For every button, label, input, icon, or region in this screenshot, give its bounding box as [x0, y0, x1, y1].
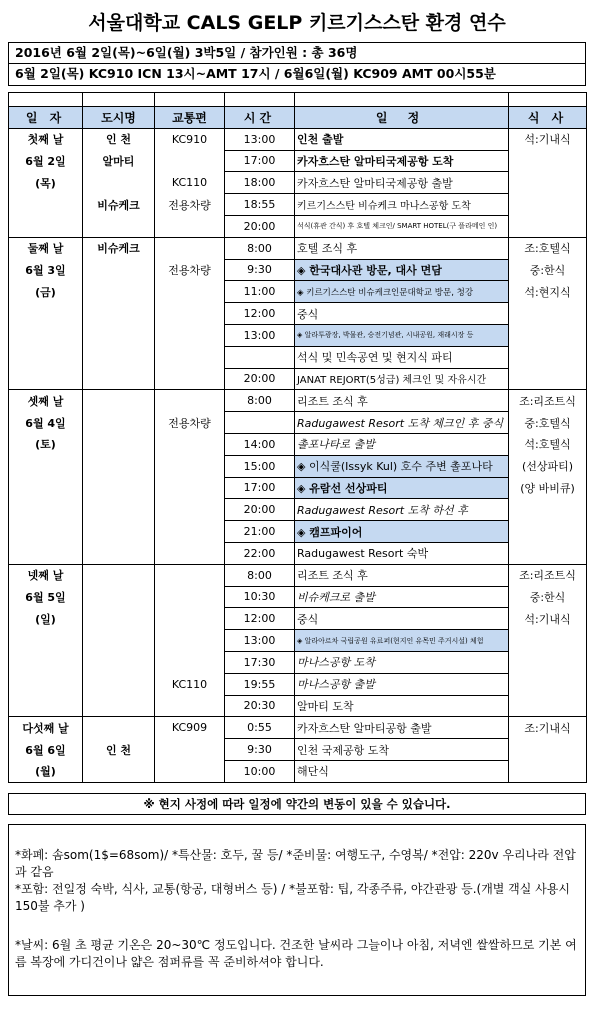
- cell-time: 12:00: [225, 608, 295, 630]
- cell-sched: 호텔 조식 후: [295, 237, 509, 259]
- cell-sched: 마나스공항 도착: [295, 651, 509, 673]
- cell-day: 6월 4일: [9, 412, 83, 434]
- cell-sched: ◈ 키르기스스탄 비슈케크인문대학교 방문, 청강: [295, 281, 509, 303]
- cell-sched: 중식: [295, 608, 509, 630]
- cell-trans: [155, 651, 225, 673]
- table-row: [9, 739, 587, 761]
- cell-day: (목): [9, 172, 83, 194]
- table-row: [9, 412, 587, 434]
- header-transport: 교통편: [155, 107, 225, 129]
- cell-trans: KC910: [155, 128, 225, 150]
- cell-day: [9, 630, 83, 652]
- cell-city: 알마티: [83, 150, 155, 172]
- cell-trans: [155, 150, 225, 172]
- cell-time: 17:00: [225, 477, 295, 499]
- cell-day: (토): [9, 433, 83, 455]
- cell-meal: [509, 760, 587, 782]
- cell-city: [83, 717, 155, 739]
- cell-day: [9, 324, 83, 346]
- cell-day: 둘째 날: [9, 237, 83, 259]
- header-city: 도시명: [83, 107, 155, 129]
- cell-meal: [509, 150, 587, 172]
- cell-time: 20:00: [225, 499, 295, 521]
- cell-city: [83, 172, 155, 194]
- cell-day: [9, 346, 83, 368]
- cell-day: [9, 499, 83, 521]
- cell-trans: KC110: [155, 172, 225, 194]
- cell-city: [83, 564, 155, 586]
- cell-time: [225, 412, 295, 434]
- cell-trans: [155, 739, 225, 761]
- cell-city: [83, 412, 155, 434]
- cell-day: 첫째 날: [9, 128, 83, 150]
- cell-meal: 조:리조트식: [509, 564, 587, 586]
- cell-time: 11:00: [225, 281, 295, 303]
- cell-sched: ◈ 한국대사관 방문, 대사 면담: [295, 259, 509, 281]
- cell-trans: [155, 695, 225, 717]
- cell-trans: [155, 521, 225, 543]
- cell-meal: [509, 651, 587, 673]
- cell-meal: (양 바비큐): [509, 477, 587, 499]
- cell-sched: 리조트 조식 후: [295, 564, 509, 586]
- cell-sched: 카자흐스탄 알마티국제공항 출발: [295, 172, 509, 194]
- cell-city: [83, 390, 155, 412]
- cell-trans: [155, 390, 225, 412]
- cell-meal: 조:리조트식: [509, 390, 587, 412]
- cell-meal: 중:한식: [509, 586, 587, 608]
- cell-city: [83, 651, 155, 673]
- cell-time: 8:00: [225, 390, 295, 412]
- cell-sched: 리조트 조식 후: [295, 390, 509, 412]
- cell-meal: 석:현지식: [509, 281, 587, 303]
- cell-time: 12:00: [225, 303, 295, 325]
- cell-meal: 중:한식: [509, 259, 587, 281]
- cell-sched: 촐포나타로 출발: [295, 433, 509, 455]
- table-header-row: [9, 107, 587, 129]
- cell-sched: 마나스공항 출발: [295, 673, 509, 695]
- cell-city: [83, 695, 155, 717]
- cell-day: [9, 303, 83, 325]
- table-row: [9, 499, 587, 521]
- cell-sched: ◈ 알라투광장, 박물관, 승전기념관, 시내공원, 재래시장 등: [295, 324, 509, 346]
- cell-trans: [155, 542, 225, 564]
- flight-summary: 6월 2일(목) KC910 ICN 13시~AMT 17시 / 6월6일(월) KC909 AMT 00시55분: [8, 64, 586, 86]
- cell-meal: [509, 215, 587, 237]
- cell-day: [9, 695, 83, 717]
- cell-day: (월): [9, 760, 83, 782]
- cell-sched: 비슈케크로 출발: [295, 586, 509, 608]
- cell-city: [83, 673, 155, 695]
- table-row: [9, 673, 587, 695]
- cell-time: 18:55: [225, 194, 295, 216]
- table-row: [9, 455, 587, 477]
- cell-trans: [155, 455, 225, 477]
- schedule-table: [8, 92, 587, 783]
- cell-meal: 중:호텔식: [509, 412, 587, 434]
- cell-sched: ◈ 이식쿨(Issyk Kul) 호수 주변 촐포나타: [295, 455, 509, 477]
- cell-day: 다섯째 날: [9, 717, 83, 739]
- cell-city: [83, 521, 155, 543]
- cell-time: 14:00: [225, 433, 295, 455]
- cell-trans: 전용차량: [155, 194, 225, 216]
- page-title: 서울대학교 CALS GELP 키르기스스탄 환경 연수: [88, 12, 506, 34]
- table-row: [9, 128, 587, 150]
- table-row: [9, 324, 587, 346]
- cell-time: 9:30: [225, 259, 295, 281]
- table-row: [9, 150, 587, 172]
- cell-city: [83, 630, 155, 652]
- cell-trans: [155, 499, 225, 521]
- header-schedule: 일 정: [295, 107, 509, 129]
- cell-day: [9, 477, 83, 499]
- cell-city: [83, 303, 155, 325]
- table-row: [9, 586, 587, 608]
- cell-time: 17:30: [225, 651, 295, 673]
- info-line-currency: *화폐: 솜som(1$=68som)/ *특산물: 호두, 꿀 등/ *준비물: 여행도구, 수영복/ *전압: 220v 우리나라 전압과 같음: [15, 848, 576, 879]
- cell-meal: [509, 172, 587, 194]
- cell-trans: [155, 477, 225, 499]
- cell-time: 20:00: [225, 368, 295, 390]
- cell-meal: [509, 303, 587, 325]
- info-line-weather: *날씨: 6월 초 평균 기온은 20~30℃ 정도입니다. 건조한 날씨라 그늘이나 아침, 저녁엔 쌀쌀하므로 기본 여름 복장에 가디건이나 얇은 점퍼류를 꼭 준비하셔야 합니다.: [15, 938, 577, 969]
- table-row: [9, 477, 587, 499]
- cell-sched: 알마티 도착: [295, 695, 509, 717]
- cell-city: [83, 259, 155, 281]
- cell-time: 19:55: [225, 673, 295, 695]
- table-row: [9, 542, 587, 564]
- cell-meal: 석:기내식: [509, 608, 587, 630]
- cell-city: [83, 760, 155, 782]
- cell-time: 22:00: [225, 542, 295, 564]
- cell-meal: [509, 346, 587, 368]
- cell-day: [9, 194, 83, 216]
- change-notice: ※ 현지 사정에 따라 일정에 약간의 변동이 있을 수 있습니다.: [8, 793, 586, 815]
- table-row: [9, 608, 587, 630]
- header-date: 일 자: [9, 107, 83, 129]
- cell-meal: 조:기내식: [509, 717, 587, 739]
- cell-city: [83, 586, 155, 608]
- table-spacer-row: [9, 93, 587, 107]
- table-row: [9, 368, 587, 390]
- cell-day: (금): [9, 281, 83, 303]
- table-row: [9, 564, 587, 586]
- cell-time: 20:30: [225, 695, 295, 717]
- cell-sched: 해단식: [295, 760, 509, 782]
- cell-trans: [155, 237, 225, 259]
- table-row: [9, 390, 587, 412]
- cell-trans: KC909: [155, 717, 225, 739]
- cell-sched: ◈ 유람선 선상파티: [295, 477, 509, 499]
- cell-sched: Radugawest Resort 숙박: [295, 542, 509, 564]
- cell-day: 6월 6일: [9, 739, 83, 761]
- cell-sched: 인천 출발: [295, 128, 509, 150]
- cell-time: 21:00: [225, 521, 295, 543]
- cell-city: 인 천: [83, 739, 155, 761]
- cell-trans: [155, 346, 225, 368]
- cell-meal: [509, 324, 587, 346]
- cell-city: [83, 281, 155, 303]
- table-row: [9, 695, 587, 717]
- cell-trans: [155, 324, 225, 346]
- cell-day: (일): [9, 608, 83, 630]
- cell-time: 20:00: [225, 215, 295, 237]
- cell-meal: (선상파티): [509, 455, 587, 477]
- table-row: [9, 172, 587, 194]
- cell-sched: 중식: [295, 303, 509, 325]
- table-row: [9, 194, 587, 216]
- cell-trans: [155, 368, 225, 390]
- cell-city: [83, 324, 155, 346]
- cell-meal: [509, 368, 587, 390]
- cell-time: 13:00: [225, 324, 295, 346]
- cell-trans: 전용차량: [155, 412, 225, 434]
- cell-sched: 카자흐스탄 알마티공항 출발: [295, 717, 509, 739]
- cell-time: [225, 346, 295, 368]
- cell-sched: Radugawest Resort 도착 하선 후: [295, 499, 509, 521]
- cell-city: [83, 499, 155, 521]
- cell-trans: KC110: [155, 673, 225, 695]
- cell-day: [9, 368, 83, 390]
- table-row: [9, 521, 587, 543]
- cell-trans: [155, 433, 225, 455]
- cell-meal: [509, 739, 587, 761]
- info-line-included: *포함: 전일정 숙박, 식사, 교통(항공, 대형버스 등) / *불포함: 팁, 각종주류, 야간관광 등.(개별 객실 사용시 150불 추가 ): [15, 882, 570, 913]
- cell-sched: ◈ 알라아르차 국립공원 유료퍼(현지인 유목민 주거시설) 체험: [295, 630, 509, 652]
- table-row: [9, 433, 587, 455]
- cell-time: 8:00: [225, 564, 295, 586]
- cell-meal: [509, 542, 587, 564]
- cell-day: 6월 3일: [9, 259, 83, 281]
- cell-trans: 전용차량: [155, 259, 225, 281]
- cell-meal: [509, 630, 587, 652]
- cell-sched: Radugawest Resort 도착 체크인 후 중식: [295, 412, 509, 434]
- cell-meal: 조:호텔식: [509, 237, 587, 259]
- cell-day: [9, 651, 83, 673]
- table-row: [9, 346, 587, 368]
- cell-meal: [509, 521, 587, 543]
- table-row: [9, 215, 587, 237]
- table-row: [9, 259, 587, 281]
- cell-meal: [509, 499, 587, 521]
- cell-time: 10:30: [225, 586, 295, 608]
- cell-time: 13:00: [225, 128, 295, 150]
- cell-day: 셋째 날: [9, 390, 83, 412]
- cell-trans: [155, 303, 225, 325]
- table-row: [9, 651, 587, 673]
- table-row: [9, 717, 587, 739]
- table-row: [9, 281, 587, 303]
- cell-trans: [155, 586, 225, 608]
- cell-time: 15:00: [225, 455, 295, 477]
- cell-sched: ◈ 캠프파이어: [295, 521, 509, 543]
- cell-trans: [155, 760, 225, 782]
- cell-sched: 석식(휴관 간식) 후 호텔 체크인/ SMART HOTEL(구 플라메인 인): [295, 215, 509, 237]
- cell-meal: [509, 194, 587, 216]
- cell-meal: 석:호텔식: [509, 433, 587, 455]
- cell-time: 17:00: [225, 150, 295, 172]
- travel-info-box: [8, 824, 586, 996]
- cell-city: 비슈케크: [83, 237, 155, 259]
- cell-sched: 카자흐스탄 알마티국제공항 도착: [295, 150, 509, 172]
- cell-time: 0:55: [225, 717, 295, 739]
- cell-sched: 석식 및 민속공연 및 현지식 파티: [295, 346, 509, 368]
- cell-day: 넷째 날: [9, 564, 83, 586]
- cell-city: [83, 368, 155, 390]
- cell-city: [83, 455, 155, 477]
- cell-time: 8:00: [225, 237, 295, 259]
- header-meal: 식 사: [509, 107, 587, 129]
- trip-summary: 2016년 6월 2일(목)~6일(월) 3박5일 / 참가인원 : 총 36명: [8, 42, 586, 64]
- cell-day: [9, 542, 83, 564]
- cell-sched: 인천 국제공항 도착: [295, 739, 509, 761]
- cell-time: 10:00: [225, 760, 295, 782]
- cell-day: [9, 673, 83, 695]
- cell-meal: [509, 673, 587, 695]
- cell-meal: [509, 695, 587, 717]
- cell-city: [83, 477, 155, 499]
- cell-trans: [155, 564, 225, 586]
- cell-day: [9, 455, 83, 477]
- cell-sched: JANAT REJORT(5성급) 체크인 및 자유시간: [295, 368, 509, 390]
- cell-city: [83, 346, 155, 368]
- table-row: [9, 303, 587, 325]
- cell-city: [83, 608, 155, 630]
- cell-trans: [155, 215, 225, 237]
- cell-day: 6월 2일: [9, 150, 83, 172]
- header-time: 시간: [225, 107, 295, 129]
- cell-city: 비슈케크: [83, 194, 155, 216]
- cell-city: 인 천: [83, 128, 155, 150]
- cell-meal: 석:기내식: [509, 128, 587, 150]
- cell-trans: [155, 608, 225, 630]
- cell-day: 6월 5일: [9, 586, 83, 608]
- cell-sched: 키르기스스탄 비슈케크 마나스공항 도착: [295, 194, 509, 216]
- cell-city: [83, 215, 155, 237]
- cell-time: 9:30: [225, 739, 295, 761]
- cell-trans: [155, 281, 225, 303]
- cell-time: 18:00: [225, 172, 295, 194]
- table-row: [9, 760, 587, 782]
- cell-city: [83, 433, 155, 455]
- table-row: [9, 237, 587, 259]
- cell-day: [9, 215, 83, 237]
- table-row: [9, 630, 587, 652]
- cell-time: 13:00: [225, 630, 295, 652]
- cell-day: [9, 521, 83, 543]
- cell-trans: [155, 630, 225, 652]
- cell-city: [83, 542, 155, 564]
